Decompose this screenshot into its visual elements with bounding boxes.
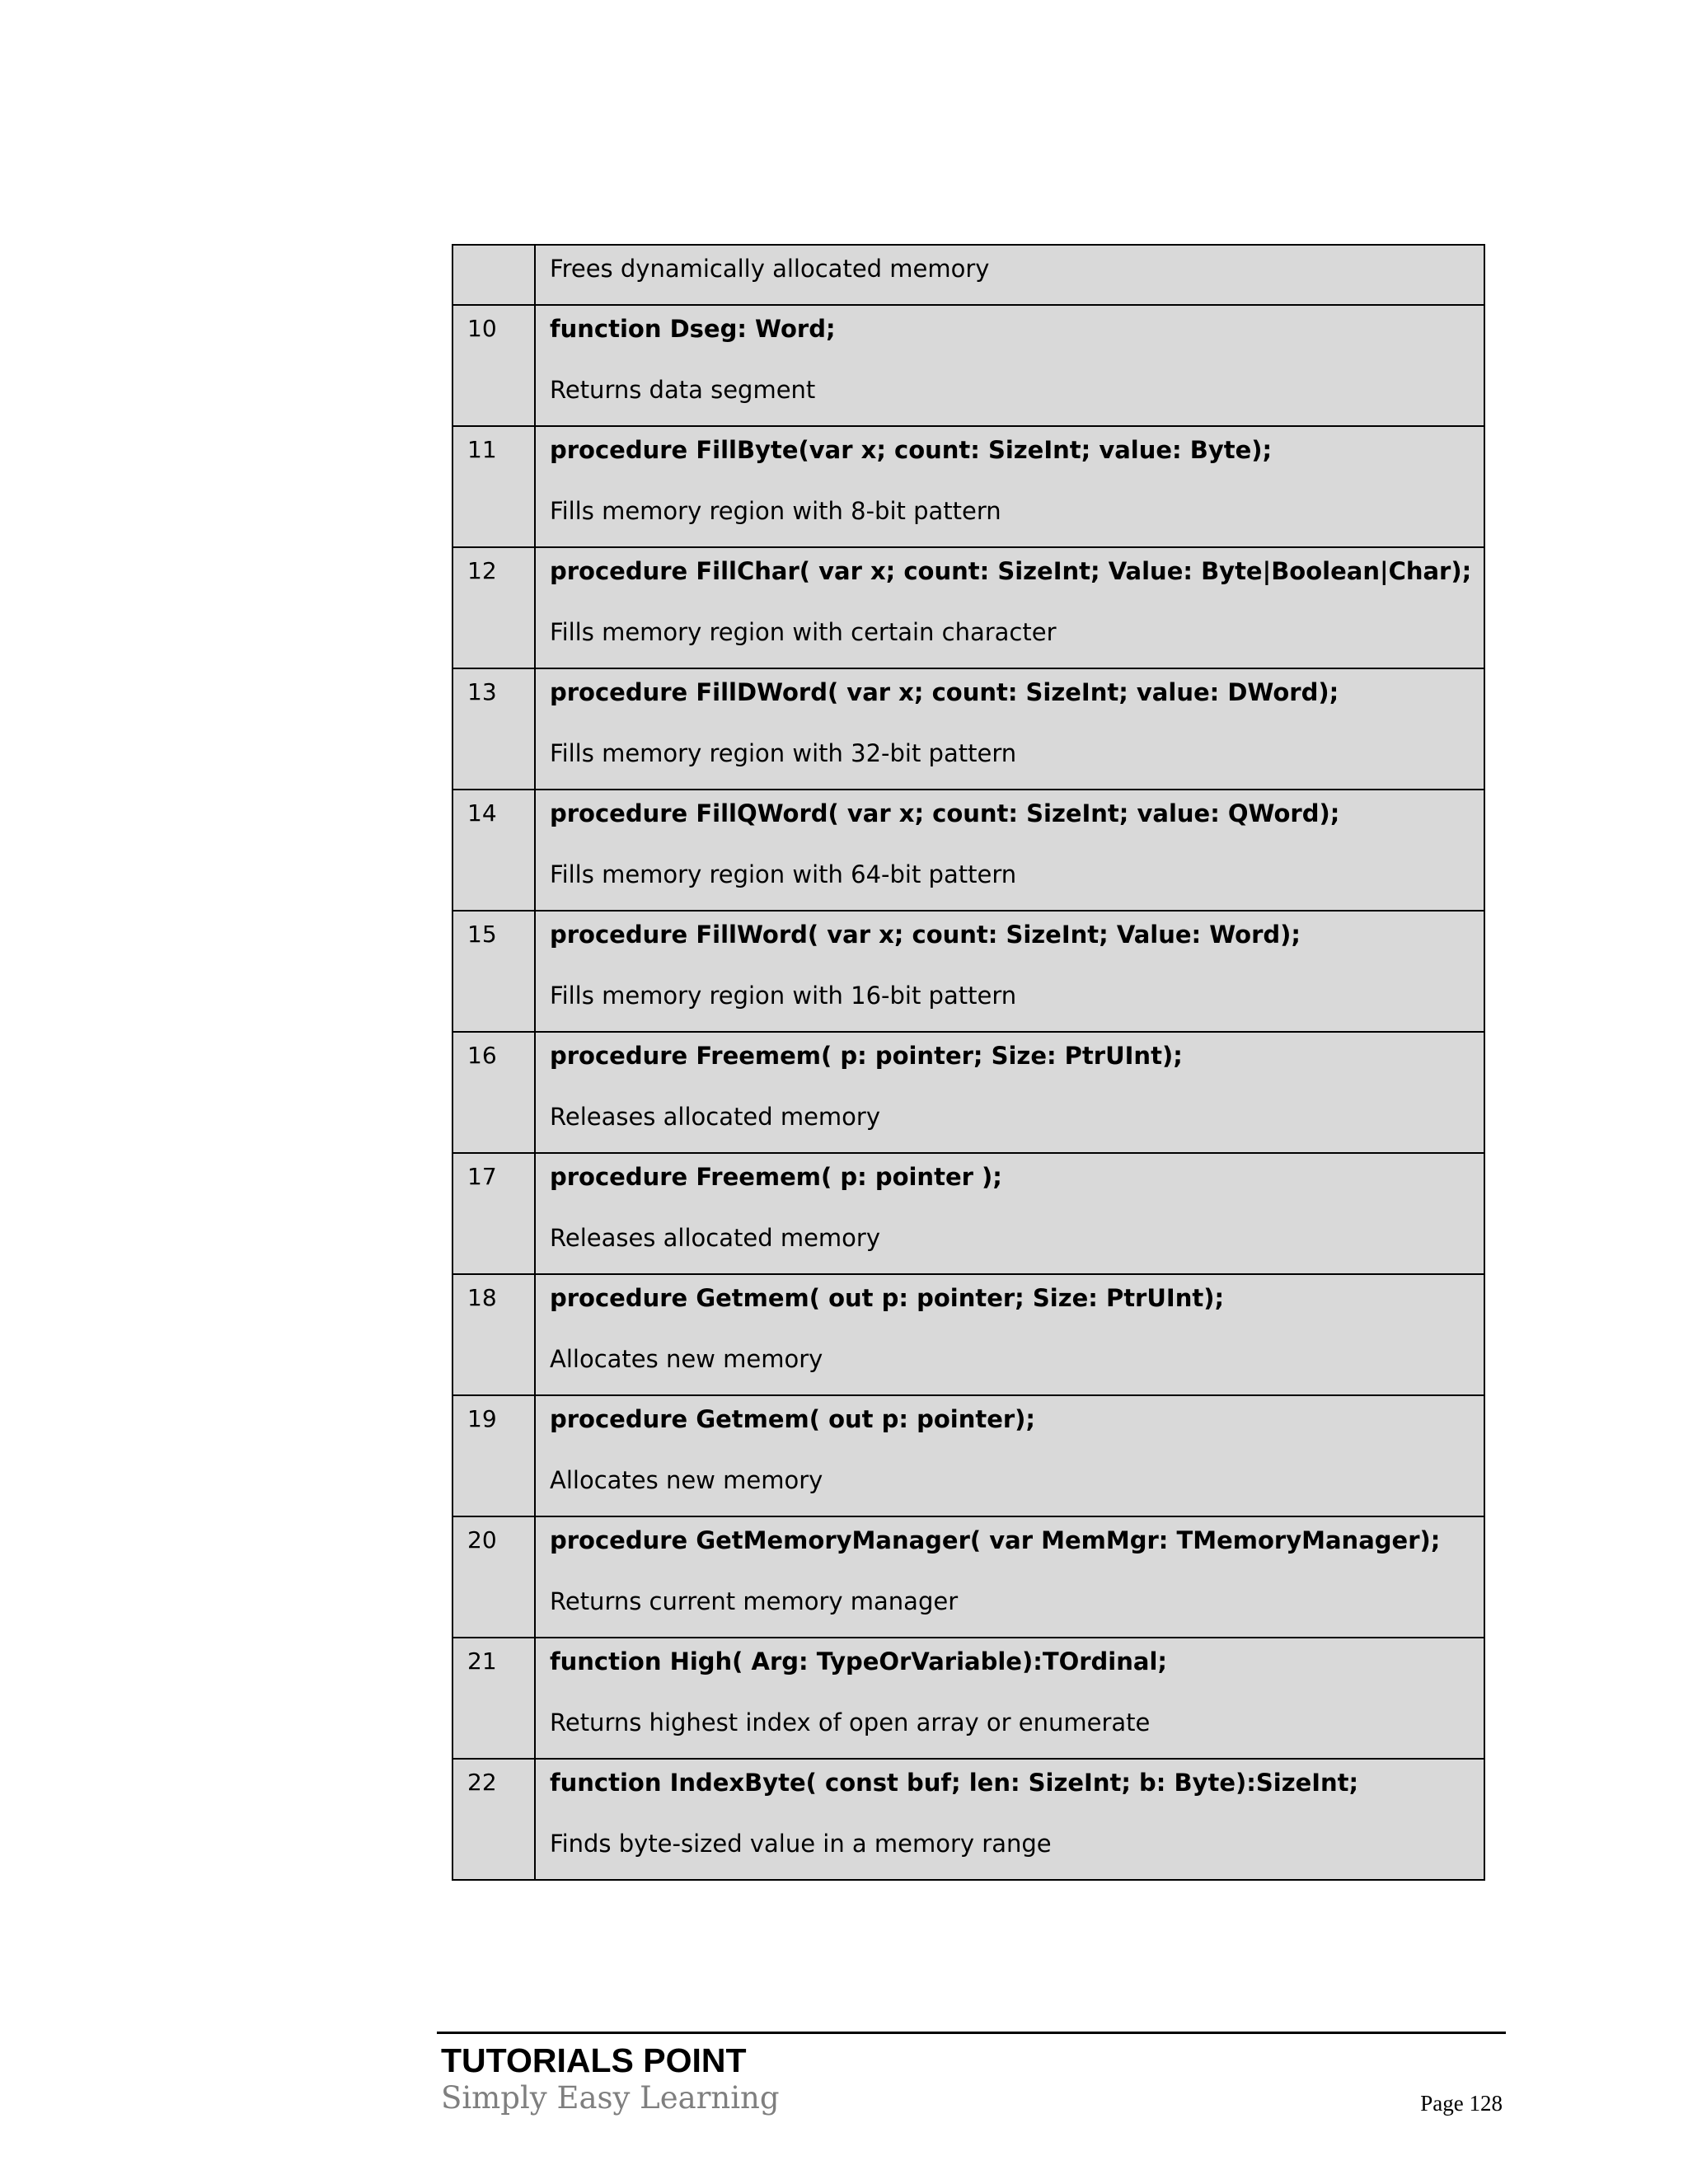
row-content-cell: [535, 1395, 1484, 1516]
table-row: [452, 245, 1484, 305]
table-row: [452, 1032, 1484, 1153]
row-number-cell: [452, 547, 535, 668]
footer-tagline: Simply Easy Learning: [441, 2080, 780, 2116]
row-number: 17: [467, 1163, 497, 1190]
function-signature: procedure Getmem( out p: pointer);: [550, 1405, 1036, 1433]
function-signature: function High( Arg: TypeOrVariable):TOrdinal;: [550, 1647, 1168, 1675]
function-signature: procedure Freemem( p: pointer );: [550, 1163, 1002, 1191]
table-row: [452, 426, 1484, 547]
table-row: [452, 1759, 1484, 1880]
row-content-cell: [535, 1516, 1484, 1638]
row-number-cell: [452, 426, 535, 547]
row-content-cell: [535, 426, 1484, 547]
row-number-cell: [452, 1153, 535, 1274]
row-content-cell: [535, 790, 1484, 911]
function-description: Fills memory region with 16-bit pattern: [550, 982, 1017, 1010]
function-description: Releases allocated memory: [550, 1224, 880, 1252]
row-content-cell: [535, 1153, 1484, 1274]
row-number: 19: [467, 1405, 497, 1432]
table-row: [452, 1638, 1484, 1759]
row-number-cell: [452, 245, 535, 305]
table-row: [452, 1274, 1484, 1395]
function-description: Returns data segment: [550, 376, 816, 404]
row-number-cell: [452, 790, 535, 911]
function-signature: procedure Getmem( out p: pointer; Size: PtrUInt);: [550, 1284, 1225, 1312]
row-number: 10: [467, 315, 497, 342]
table-row: [452, 790, 1484, 911]
function-description: Allocates new memory: [550, 1466, 823, 1494]
row-content-cell: [535, 1638, 1484, 1759]
row-content-cell: [535, 668, 1484, 790]
row-number-cell: [452, 1274, 535, 1395]
row-number: 18: [467, 1284, 497, 1311]
row-number-cell: [452, 1032, 535, 1153]
table-row: [452, 668, 1484, 790]
footer-divider: [437, 2032, 1506, 2034]
function-description: Releases allocated memory: [550, 1103, 880, 1131]
table-row: [452, 911, 1484, 1032]
function-signature: procedure FillByte(var x; count: SizeInt; value: Byte);: [550, 436, 1273, 464]
row-number: 16: [467, 1042, 497, 1069]
row-number-cell: [452, 911, 535, 1032]
page-number: Page 128: [1420, 2091, 1503, 2116]
row-number: 15: [467, 921, 497, 948]
function-signature: function Dseg: Word;: [550, 315, 836, 343]
row-content-cell: [535, 1759, 1484, 1880]
row-number-cell: [452, 1516, 535, 1638]
function-description: Returns highest index of open array or enumerate: [550, 1708, 1151, 1736]
function-table: [452, 244, 1485, 1881]
function-description: Fills memory region with certain character: [550, 618, 1057, 646]
row-number: 21: [467, 1647, 497, 1675]
row-number: [453, 246, 534, 252]
table-row: [452, 1516, 1484, 1638]
row-content-cell: [535, 547, 1484, 668]
row-number: 11: [467, 436, 497, 463]
row-number: 14: [467, 799, 497, 827]
function-signature: procedure FillChar( var x; count: SizeInt; Value: Byte|Boolean|Char);: [550, 557, 1472, 585]
row-content-cell: [535, 1032, 1484, 1153]
row-number: 20: [467, 1526, 497, 1554]
row-content-cell: [535, 1274, 1484, 1395]
function-description: Frees dynamically allocated memory: [550, 255, 990, 283]
function-description: Fills memory region with 32-bit pattern: [550, 739, 1017, 767]
function-signature: procedure FillDWord( var x; count: SizeInt; value: DWord);: [550, 678, 1339, 706]
row-number-cell: [452, 1759, 535, 1880]
row-number-cell: [452, 1638, 535, 1759]
function-signature: procedure FillQWord( var x; count: SizeInt; value: QWord);: [550, 799, 1340, 827]
function-description: Finds byte-sized value in a memory range: [550, 1830, 1052, 1858]
table-row: [452, 547, 1484, 668]
row-content-cell: [535, 911, 1484, 1032]
function-table-body: [452, 245, 1484, 1880]
function-signature: procedure Freemem( p: pointer; Size: PtrUInt);: [550, 1042, 1183, 1070]
table-row: [452, 1395, 1484, 1516]
function-signature: procedure FillWord( var x; count: SizeInt; Value: Word);: [550, 921, 1301, 949]
function-signature: procedure GetMemoryManager( var MemMgr: TMemoryManager);: [550, 1526, 1441, 1554]
footer-brand: TUTORIALS POINT: [441, 2041, 747, 2079]
function-description: Allocates new memory: [550, 1345, 823, 1373]
function-description: Returns current memory manager: [550, 1587, 959, 1615]
table-row: [452, 305, 1484, 426]
function-description: Fills memory region with 8-bit pattern: [550, 497, 1001, 525]
row-content-cell: [535, 245, 1484, 305]
function-description: Fills memory region with 64-bit pattern: [550, 860, 1017, 888]
row-number-cell: [452, 1395, 535, 1516]
row-number: 13: [467, 678, 497, 705]
function-signature: function IndexByte( const buf; len: SizeInt; b: Byte):SizeInt;: [550, 1769, 1359, 1797]
row-content-cell: [535, 305, 1484, 426]
table-row: [452, 1153, 1484, 1274]
row-number: 12: [467, 557, 497, 584]
row-number: 22: [467, 1769, 497, 1796]
row-number-cell: [452, 305, 535, 426]
row-number-cell: [452, 668, 535, 790]
